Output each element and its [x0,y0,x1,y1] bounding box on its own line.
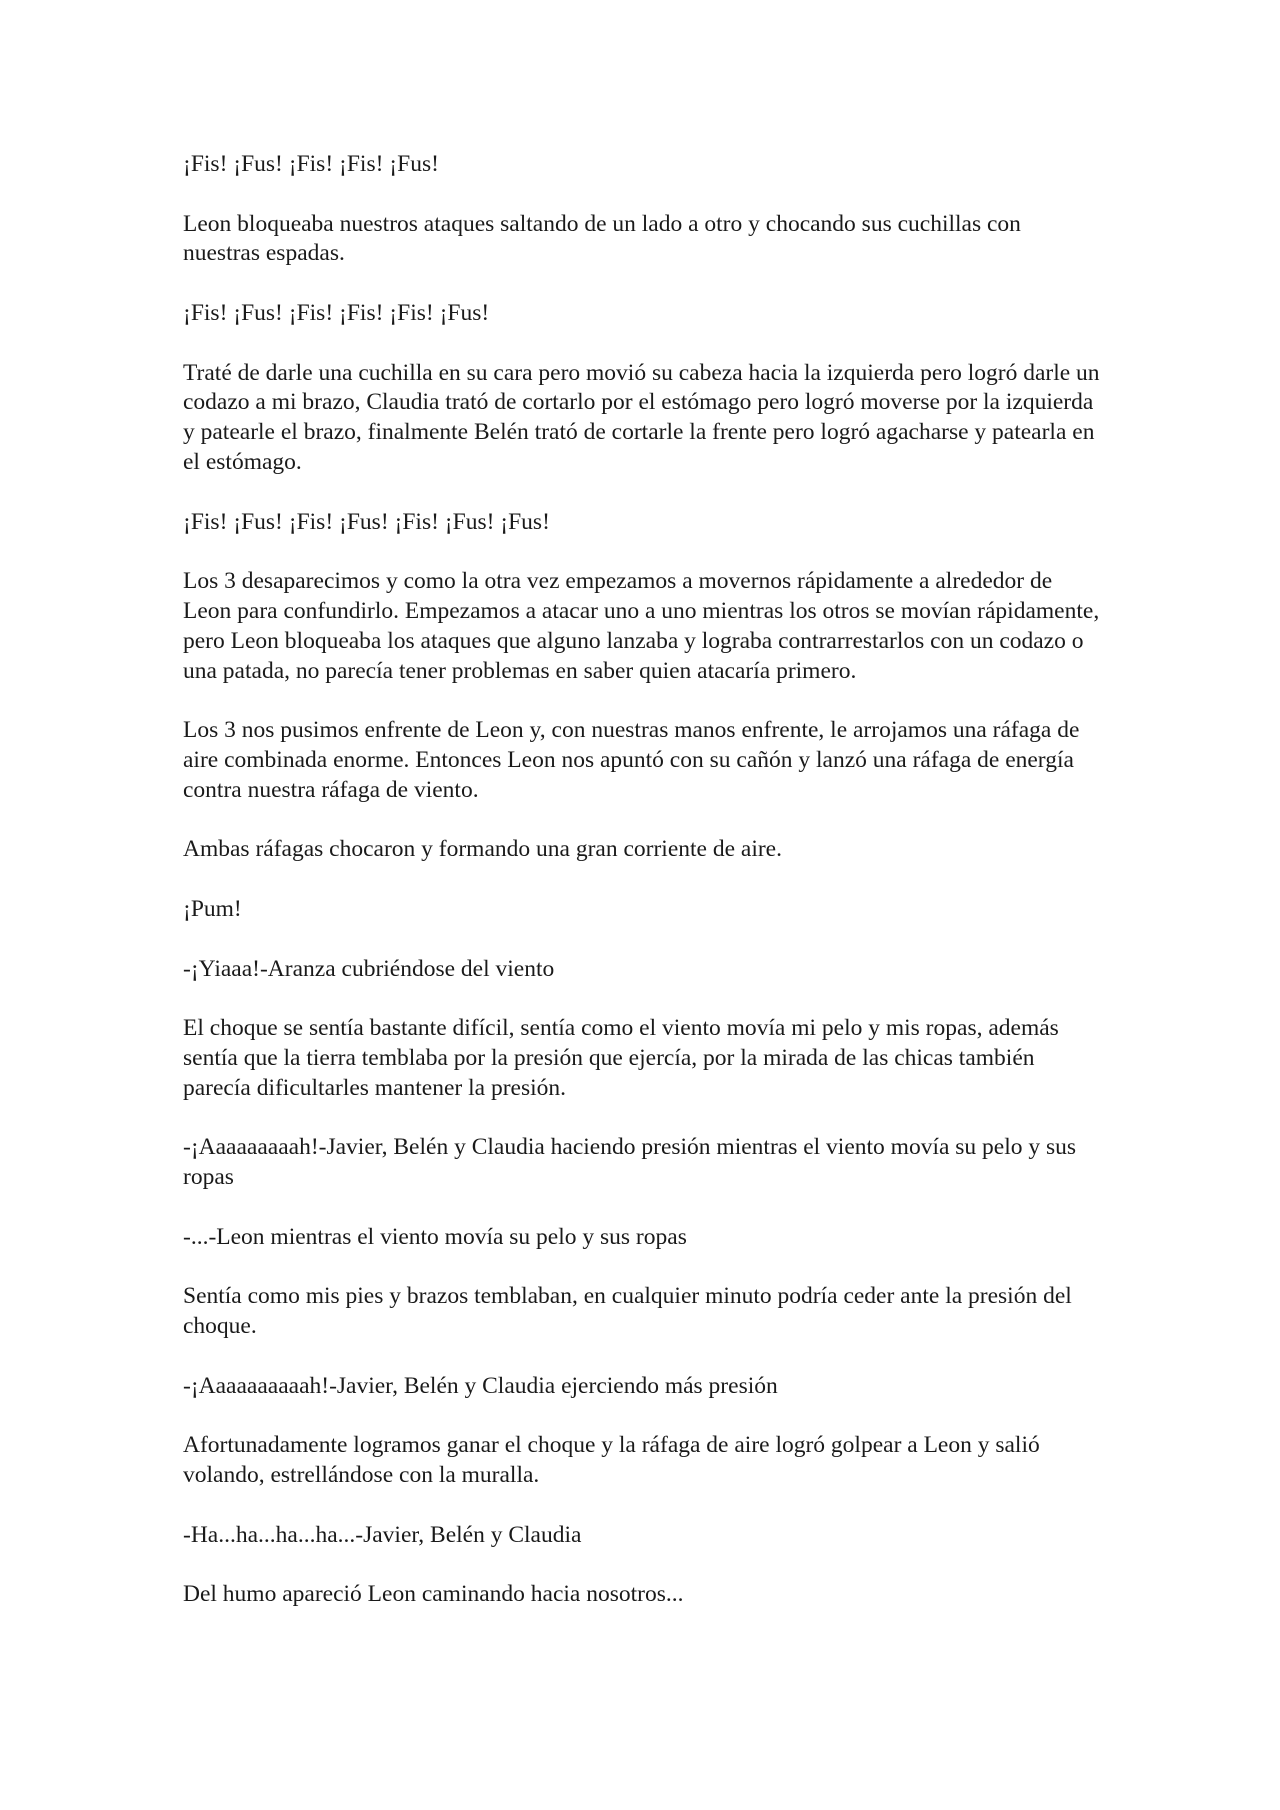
paragraph-dialogue: -¡Yiaaa!-Aranza cubriéndose del viento [183,955,555,982]
paragraph-dialogue: -...-Leon mientras el viento movía su pelo y sus ropas [183,1223,687,1250]
paragraph: Sentía como mis pies y brazos temblaban, en cualquier minuto podría ceder ante la presión del choque. [183,1283,1072,1340]
paragraph: Afortunadamente logramos ganar el choque y la ráfaga de aire logró golpear a Leon y salió volando, estrellándose con la muralla. [183,1432,1040,1489]
paragraph-sound-effect: ¡Fis! ¡Fus! ¡Fis! ¡Fis! ¡Fis! ¡Fus! [183,299,490,326]
paragraph: Los 3 nos pusimos enfrente de Leon y, con nuestras manos enfrente, le arrojamos una ráfaga de aire combinada enorme. Entonces Leon nos apuntó con su cañón y lanzó una ráfaga de energía contra nuestra ráfaga de viento. [183,717,1080,803]
paragraph-sound-effect: ¡Fis! ¡Fus! ¡Fis! ¡Fis! ¡Fus! [183,151,439,177]
paragraph: Los 3 desaparecimos y como la otra vez empezamos a movernos rápidamente a alrededor de Leon para confundirlo. Empezamos a atacar uno a uno mientras los otros se movían rápidamente, pero Leon bloqueaba los ataques que alguno lanzaba y lograba contrarrestarlos con un codazo o una patada, no parecía tener problemas en saber quien atacaría primero. [183,568,1100,684]
document-body [183,150,1103,1640]
paragraph: El choque se sentía bastante difícil, sentía como el viento movía mi pelo y mis ropas, además sentía que la tierra temblaba por la presión que ejercía, por la mirada de las chicas también parecía dificultarles mantener la presión. [183,1015,1059,1101]
paragraph: Leon bloqueaba nuestros ataques saltando de un lado a otro y chocando sus cuchillas con nuestras espadas. [183,210,1021,267]
paragraph-sound-effect: ¡Pum! [183,895,242,922]
paragraph-dialogue: -¡Aaaaaaaaaah!-Javier, Belén y Claudia ejerciendo más presión [183,1372,778,1399]
paragraph: Traté de darle una cuchilla en su cara pero movió su cabeza hacia la izquierda pero logró darle un codazo a mi brazo, Claudia trató de cortarlo por el estómago pero logró moverse por la izquierda y patearle el brazo, finalmente Belén trató de cortarle la frente pero logró agacharse y patearla en el estómago. [183,359,1100,475]
paragraph-sound-effect: ¡Fis! ¡Fus! ¡Fis! ¡Fus! ¡Fis! ¡Fus! ¡Fus! [183,508,550,535]
paragraph-dialogue: -¡Aaaaaaaaah!-Javier, Belén y Claudia haciendo presión mientras el viento movía su pelo y sus ropas [183,1134,1077,1191]
paragraph-dialogue: -Ha...ha...ha...ha...-Javier, Belén y Claudia [183,1521,582,1548]
paragraph: Del humo apareció Leon caminando hacia nosotros... [183,1581,684,1608]
paragraph: Ambas ráfagas chocaron y formando una gran corriente de aire. [183,836,782,863]
